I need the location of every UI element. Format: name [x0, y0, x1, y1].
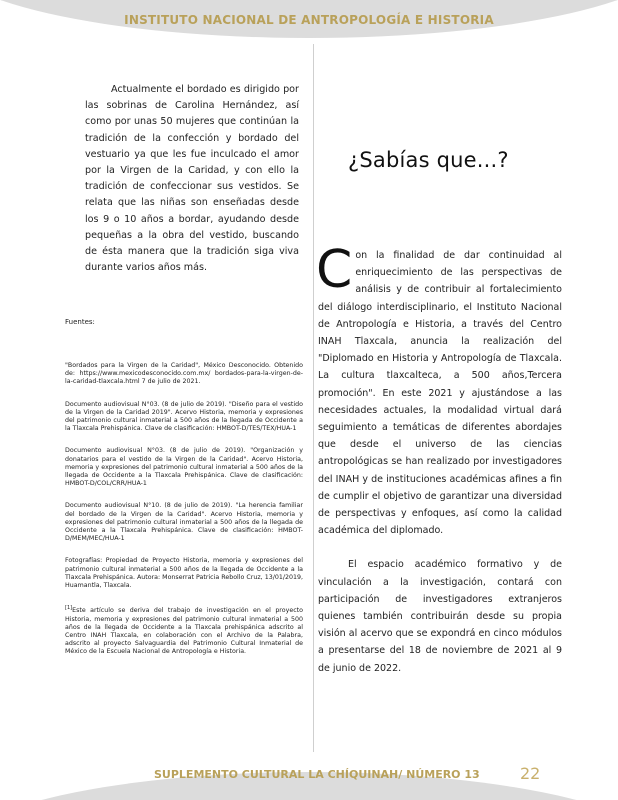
source-item: Fotografías: Propiedad de Proyecto Historia, memoria y expresiones del patrimonio cultural inmaterial a 500 años de la llegada de Occidente a la Tlaxcala Prehispánica. Autora: Monserrat Patricia Rebollo Cruz, 13/01/2019, Huamantla, Tlaxcala.: [65, 557, 303, 590]
source-item: "Bordados para la Virgen de la Caridad", México Desconocido. Obtenido de: https://www.mexicodesconocido.com.mx/ bordados-para-la-virgen-de-la-caridad-tlaxcala.html 7 de julio de 2021.: [65, 362, 303, 386]
footer-text: SUPLEMENTO CULTURAL LA CHÍQUINAH/ NÚMERO 13: [154, 768, 480, 781]
drop-cap: C: [316, 240, 353, 300]
sources-list: [65, 362, 303, 671]
source-item: Documento audiovisual N°10. (8 de julio de 2019). "La herencia familiar del bordado de la Virgen de la Caridad". Acervo Historia, memoria y expresiones del patrimonio cultural inmaterial a 500 años de la llegada de Occidente a la Tlaxcala Prehispánica. Clave de clasificación: HMBOT-D/MEM/MEC/HUA-1: [65, 502, 303, 543]
right-column-text: [316, 240, 562, 677]
footer-band: [0, 752, 618, 800]
source-item: Documento audiovisual N°03. (8 de julio de 2019). "Organización y donatarios para el vestido de la Virgen de la Caridad". Acervo Historia, memoria y expresiones del patrimonio cultural inmaterial a 500 años de la llegada de Occidente a la Tlaxcala Prehispánica. Clave de clasificación: HMBOT-D/COL/CRR/HUA-1: [65, 447, 303, 488]
paragraph-1-text: on la finalidad de dar continuidad al enriquecimiento de las perspectivas de análisis y de contribuir al fortalecimiento del diálogo interdisciplinario, el Instituto Nacional de Antropología e Historia, a través del Centro INAH Tlaxcala, anuncia la realización del "Diplomado en Historia y Antropología de Tlaxcala. La cultura tlaxcalteca, a 500 años,Tercera promoción". En este 2021 y ajustándose a las necesidades actuales, la modalidad virtual dará seguimiento a temáticas de diferentes abordajes que desde el universo de las ciencias antropológicas se han realizado por investigadores del INAH y de instituciones académicas afines a fin de cumplir el objetivo de garantizar una diversidad de perspectivas y enfoques, así como la calidad académica del diplomado.: [318, 250, 562, 537]
section-heading: ¿Sabías que...?: [348, 148, 509, 172]
header-band: [0, 0, 618, 44]
intro-paragraph: Actualmente el bordado es dirigido por las sobrinas de Carolina Hernández, así como por unas 50 mujeres que continúan la tradición de la confección y bordado del vestuario ya que les fue inculcado el amor por la Virgen de la Caridad, y con ello la tradición de confeccionar sus vestidos. Se relata que las niñas son enseñadas desde los 9 o 10 años a bordar, ayudando desde pequeñas a la obra del vestido, buscando de ésta manera que la tradición siga viva durante varios años más.: [85, 84, 299, 274]
source-item: Documento audiovisual N°03. (8 de julio de 2019). "Diseño para el vestido de la Virgen de la Caridad 2019". Acervo Historia, memoria y expresiones del patrimonio cultural inmaterial a 500 años de la llegada de Occidente a la Tlaxcala Prehispánica. Clave de clasificación: HMBOT-D/TES/TEX/HUA-1: [65, 400, 303, 433]
footnote: [65, 604, 303, 656]
right-paragraph-1: [316, 240, 562, 539]
column-divider: [313, 44, 314, 752]
sources-label: Fuentes:: [65, 318, 95, 326]
footnote-marker: [1]: [65, 605, 73, 612]
header-title: INSTITUTO NACIONAL DE ANTROPOLOGÍA E HISTORIA: [124, 13, 494, 27]
left-intro-text: [85, 82, 299, 276]
right-paragraph-2: El espacio académico formativo y de vinculación a la investigación, contará con participación de investigadores extranjeros quienes también contribuirán desde su propia visión al acervo que se expondrá en cinco módulos a presentarse del 18 de noviembre de 2021 al 9 de junio de 2022.: [318, 559, 562, 674]
footnote-text: Este artículo se deriva del trabajo de investigación en el proyecto Historia, memoria y expresiones del patrimonio cultural inmaterial a 500 años de la llegada de Occidente a la Tlaxcala prehispánica adscrito al Centro INAH Tlaxcala, en colaboración con el Archivo de la Palabra, adscrito al proyecto Salvaguardia del Patrimonio Cultural Inmaterial de México de la Escuela Nacional de Antropología e Historia.: [65, 607, 303, 656]
page-number: 22: [520, 764, 541, 783]
